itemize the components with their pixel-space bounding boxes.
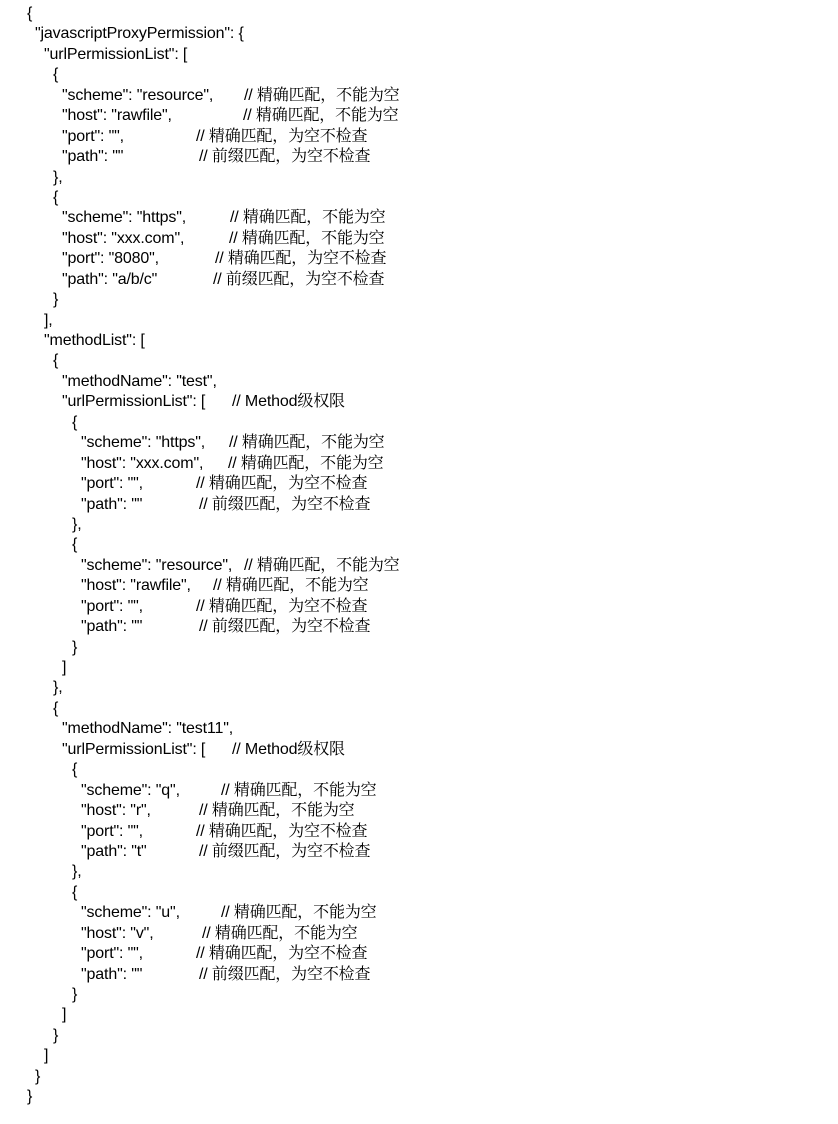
code-line-comment: // 精确匹配，不能为空 xyxy=(221,781,377,799)
code-line xyxy=(0,678,838,698)
code-line-text: "port": "", xyxy=(62,127,124,145)
code-line-text: "host": "v", xyxy=(81,924,154,942)
code-line xyxy=(0,597,838,617)
code-line-text: } xyxy=(27,1088,33,1106)
code-line-text: { xyxy=(53,66,59,84)
code-line xyxy=(0,617,838,637)
code-line-text: { xyxy=(72,883,78,901)
code-line xyxy=(0,188,838,208)
code-line-text: "urlPermissionList": [ xyxy=(62,740,206,758)
code-line-text: { xyxy=(53,699,59,717)
code-line-comment: // 前缀匹配，为空不检查 xyxy=(199,618,371,636)
code-line-text: "host": "xxx.com", xyxy=(81,454,204,472)
code-line xyxy=(0,924,838,944)
code-line-text: "host": "rawfile", xyxy=(81,577,191,595)
code-line-comment: // 精确匹配，为空不检查 xyxy=(196,597,368,615)
code-line xyxy=(0,147,838,167)
code-line-text: "path": "t" xyxy=(81,842,147,860)
code-line-text: "path": "" xyxy=(62,148,124,166)
code-line-comment: // 精确匹配，不能为空 xyxy=(230,209,386,227)
code-line xyxy=(0,740,838,760)
code-line-comment: // 精确匹配，不能为空 xyxy=(202,924,358,942)
code-line-text: "host": "r", xyxy=(81,802,151,820)
code-line-text: "host": "xxx.com", xyxy=(62,229,185,247)
code-line-text: { xyxy=(27,5,33,22)
code-line xyxy=(0,270,838,290)
code-line-comment: // 精确匹配，为空不检查 xyxy=(215,250,387,268)
code-line-text: "scheme": "u", xyxy=(81,904,180,922)
code-line-text: } xyxy=(72,986,78,1003)
code-line xyxy=(0,127,838,147)
code-line xyxy=(0,1005,838,1025)
code-line-text: "scheme": "q", xyxy=(81,781,180,799)
code-line-text: "port": "", xyxy=(81,945,143,963)
code-line-comment: // 精确匹配，不能为空 xyxy=(229,434,385,452)
code-line xyxy=(0,474,838,494)
code-line xyxy=(0,944,838,964)
code-line xyxy=(0,658,838,678)
code-line xyxy=(0,903,838,923)
code-line-comment: // 精确匹配，不能为空 xyxy=(221,904,377,922)
code-line xyxy=(0,842,838,862)
code-line-text: "path": "" xyxy=(81,618,143,636)
code-line-text: "methodName": "test11", xyxy=(62,720,234,738)
code-line xyxy=(0,1087,838,1107)
code-line-comment: // 精确匹配，为空不检查 xyxy=(196,475,368,493)
code-line-comment: // 精确匹配，不能为空 xyxy=(199,802,355,820)
code-line-comment: // 前缀匹配，为空不检查 xyxy=(199,965,371,983)
code-line xyxy=(0,413,838,433)
code-line xyxy=(0,781,838,801)
code-line xyxy=(0,45,838,65)
code-line-comment: // 精确匹配，不能为空 xyxy=(244,86,400,104)
code-line-text: }, xyxy=(72,515,82,533)
code-line-text: "port": "", xyxy=(81,475,143,493)
code-line-text: { xyxy=(72,536,78,554)
code-line-text: } xyxy=(72,638,78,656)
code-line-text: "scheme": "https", xyxy=(62,209,187,227)
code-line-text: } xyxy=(53,1026,59,1044)
code-line-text: }, xyxy=(53,679,63,697)
code-line xyxy=(0,168,838,188)
code-line xyxy=(0,576,838,596)
code-line-text: "port": "8080", xyxy=(62,250,159,268)
code-line-text: ], xyxy=(44,311,53,329)
code-line-text: "urlPermissionList": [ xyxy=(62,393,206,411)
code-line-text: } xyxy=(35,1067,41,1085)
code-line xyxy=(0,372,838,392)
code-line-comment: // 前缀匹配，为空不检查 xyxy=(199,495,371,513)
code-line-text: "scheme": "resource", xyxy=(62,86,214,104)
code-line-comment: // 前缀匹配，为空不检查 xyxy=(213,270,385,288)
code-line-text: "path": "a/b/c" xyxy=(62,270,158,288)
code-line xyxy=(0,433,838,453)
code-line xyxy=(0,719,838,739)
code-line-comment: // 精确匹配，为空不检查 xyxy=(196,822,368,840)
code-line-text: { xyxy=(53,188,59,206)
code-line-text: }, xyxy=(53,168,63,186)
code-line xyxy=(0,822,838,842)
code-line-comment: // 精确匹配，不能为空 xyxy=(213,577,369,595)
code-line-text: } xyxy=(53,291,59,309)
code-line xyxy=(0,311,838,331)
code-line-text: ] xyxy=(62,1006,67,1024)
code-line xyxy=(0,229,838,249)
code-line-text: "path": "" xyxy=(81,495,143,513)
code-line-text: { xyxy=(72,413,78,431)
code-line xyxy=(0,4,838,24)
code-line-text: "port": "", xyxy=(81,597,143,615)
code-line-text: "methodName": "test", xyxy=(62,372,217,390)
code-line xyxy=(0,1026,838,1046)
code-line-text: "scheme": "https", xyxy=(81,434,206,452)
code-line-comment: // 精确匹配，为空不检查 xyxy=(196,945,368,963)
code-line-text: { xyxy=(53,352,59,370)
code-line-text: "host": "rawfile", xyxy=(62,107,172,125)
code-line-text: ] xyxy=(62,659,67,676)
json-code-document xyxy=(0,4,838,1108)
code-line xyxy=(0,331,838,351)
code-line-comment: // 精确匹配，不能为空 xyxy=(244,556,400,574)
code-line-comment: // 精确匹配，不能为空 xyxy=(243,107,399,125)
code-line xyxy=(0,862,838,882)
code-line xyxy=(0,65,838,85)
code-line-comment: // Method级权限 xyxy=(232,393,345,411)
code-line xyxy=(0,106,838,126)
code-line xyxy=(0,24,838,44)
code-line xyxy=(0,351,838,371)
code-line xyxy=(0,454,838,474)
code-line xyxy=(0,699,838,719)
code-line-text: "javascriptProxyPermission": { xyxy=(35,25,244,43)
code-line-text: "urlPermissionList": [ xyxy=(44,45,188,63)
code-line xyxy=(0,249,838,269)
code-line-text: "port": "", xyxy=(81,822,143,840)
code-line xyxy=(0,86,838,106)
code-line-comment: // 精确匹配，为空不检查 xyxy=(196,127,368,145)
code-line-text: "path": "" xyxy=(81,965,143,983)
code-line xyxy=(0,883,838,903)
code-line xyxy=(0,1046,838,1066)
code-line xyxy=(0,290,838,310)
code-line-text: "methodList": [ xyxy=(44,332,145,349)
code-line xyxy=(0,801,838,821)
code-line-text: }, xyxy=(72,863,82,881)
code-line-comment: // 前缀匹配，为空不检查 xyxy=(199,842,371,860)
code-line xyxy=(0,638,838,658)
code-line xyxy=(0,208,838,228)
code-line-comment: // 精确匹配，不能为空 xyxy=(228,454,384,472)
code-line xyxy=(0,495,838,515)
code-line xyxy=(0,515,838,535)
code-line-comment: // 精确匹配，不能为空 xyxy=(229,229,385,247)
code-line-text: { xyxy=(72,761,78,779)
code-line xyxy=(0,535,838,555)
code-line xyxy=(0,965,838,985)
code-line-text: ] xyxy=(44,1047,49,1065)
code-line-comment: // Method级权限 xyxy=(232,740,345,758)
code-line xyxy=(0,556,838,576)
code-line xyxy=(0,392,838,412)
code-line xyxy=(0,985,838,1005)
code-line xyxy=(0,1067,838,1087)
code-line-text: "scheme": "resource", xyxy=(81,556,233,574)
code-line xyxy=(0,760,838,780)
code-line-comment: // 前缀匹配，为空不检查 xyxy=(199,148,371,166)
